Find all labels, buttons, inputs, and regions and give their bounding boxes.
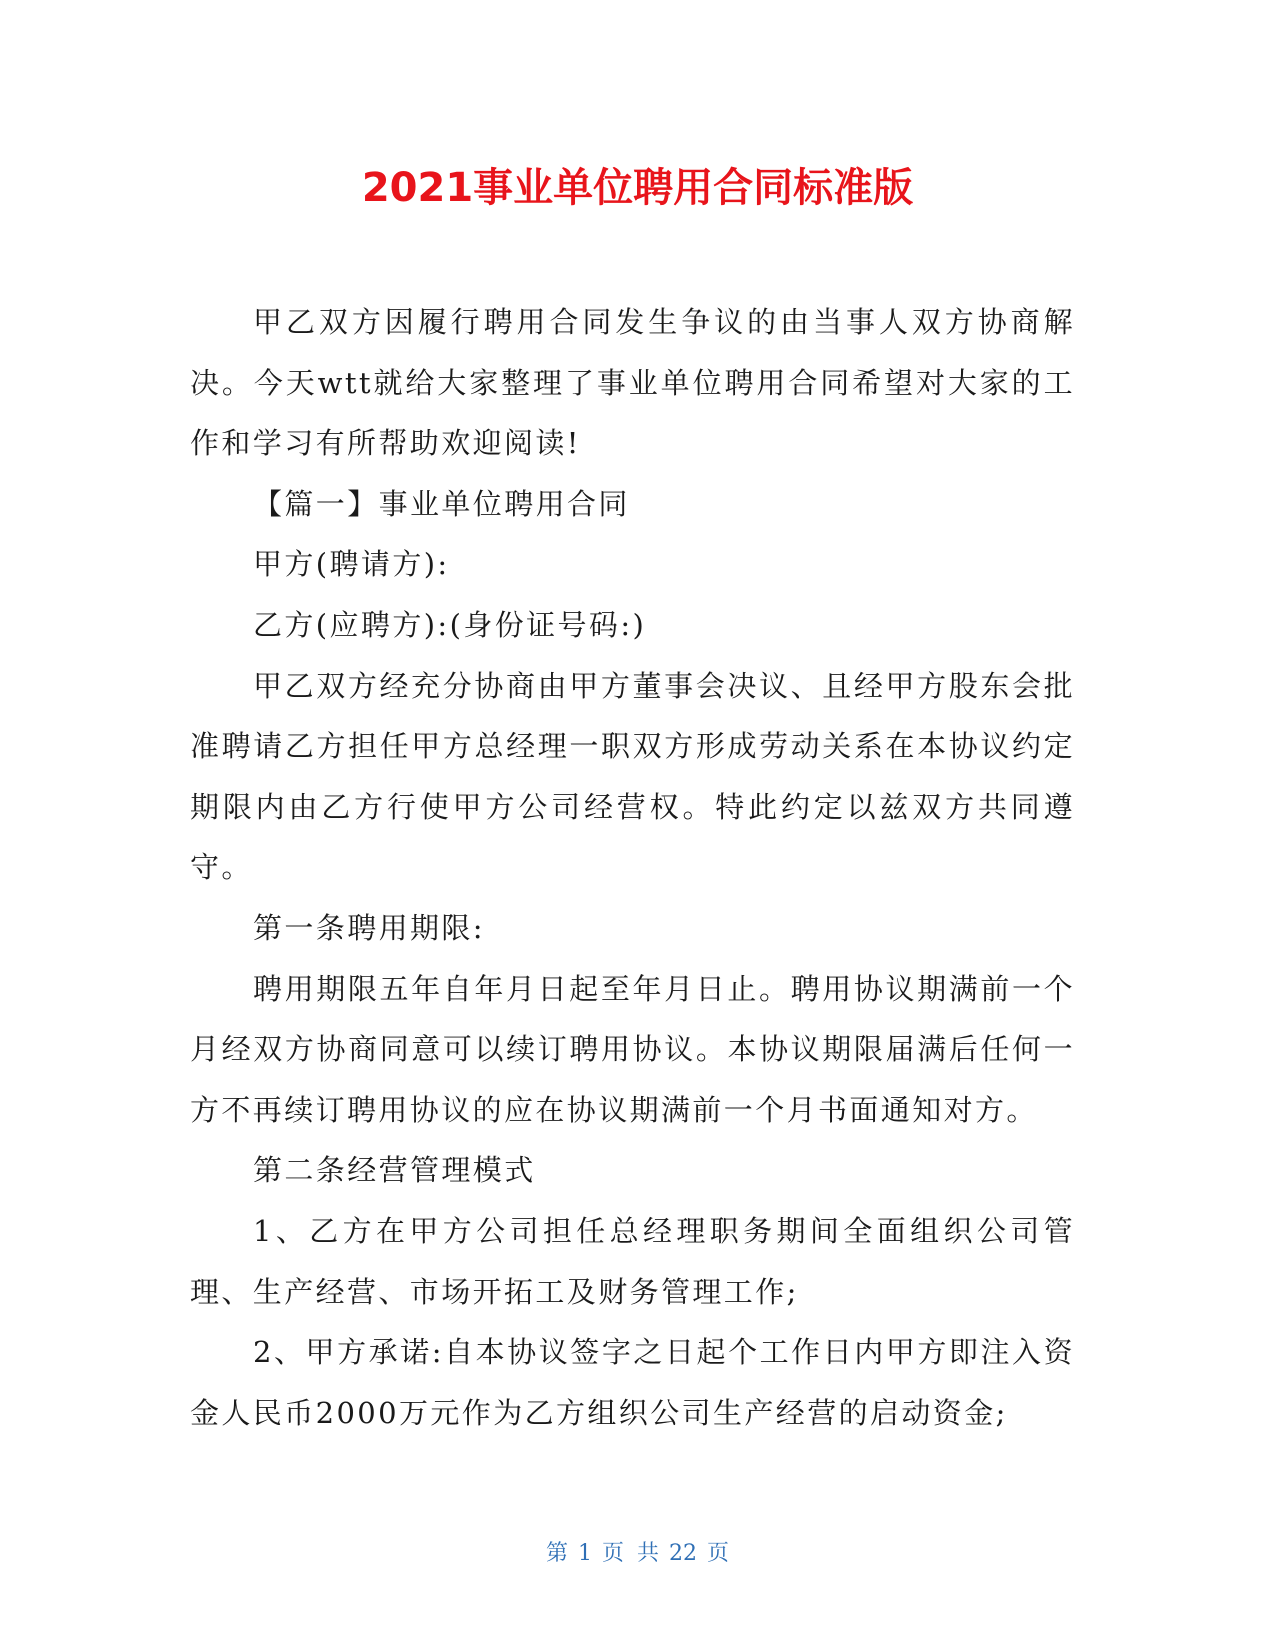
- clause-1: 1、乙方在甲方公司担任总经理职务期间全面组织公司管理、生产经营、市场开拓工及财务管理工作;: [190, 1213, 1075, 1309]
- party-a-line: 甲方(聘请方):: [253, 547, 450, 582]
- document-body: [190, 292, 1075, 1443]
- footer-prefix: 第: [545, 1541, 568, 1566]
- footer-current-page: 1: [578, 1541, 592, 1566]
- article-one-heading: 第一条聘用期限:: [253, 910, 485, 945]
- article-two-heading: 第二条经营管理模式: [253, 1153, 536, 1188]
- document-title: 2021事业单位聘用合同标准版: [361, 165, 914, 211]
- paragraph-intro: 甲乙双方因履行聘用合同发生争议的由当事人双方协商解决。今天wtt就给大家整理了事业单位聘用合同希望对大家的工作和学习有所帮助欢迎阅读!: [190, 305, 1075, 461]
- footer-total-pages: 22: [669, 1541, 697, 1566]
- paragraph-agreement: 甲乙双方经充分协商由甲方董事会决议、且经甲方股东会批准聘请乙方担任甲方总经理一职双方形成劳动关系在本协议约定期限内由乙方行使甲方公司经营权。特此约定以兹双方共同遵守。: [190, 668, 1075, 885]
- section-heading-part-one: 【篇一】事业单位聘用合同: [253, 486, 630, 521]
- page-footer: [0, 1539, 1275, 1569]
- clause-2: 2、甲方承诺:自本协议签字之日起个工作日内甲方即注入资金人民币2000万元作为乙方组织公司生产经营的启动资金;: [190, 1335, 1075, 1430]
- party-b-line: 乙方(应聘方):(身份证号码:): [253, 607, 647, 642]
- footer-middle: 页 共: [602, 1541, 659, 1566]
- footer-suffix: 页: [707, 1541, 730, 1566]
- paragraph-term: 聘用期限五年自年月日起至年月日止。聘用协议期满前一个月经双方协商同意可以续订聘用协议。本协议期限届满后任何一方不再续订聘用协议的应在协议期满前一个月书面通知对方。: [190, 971, 1075, 1127]
